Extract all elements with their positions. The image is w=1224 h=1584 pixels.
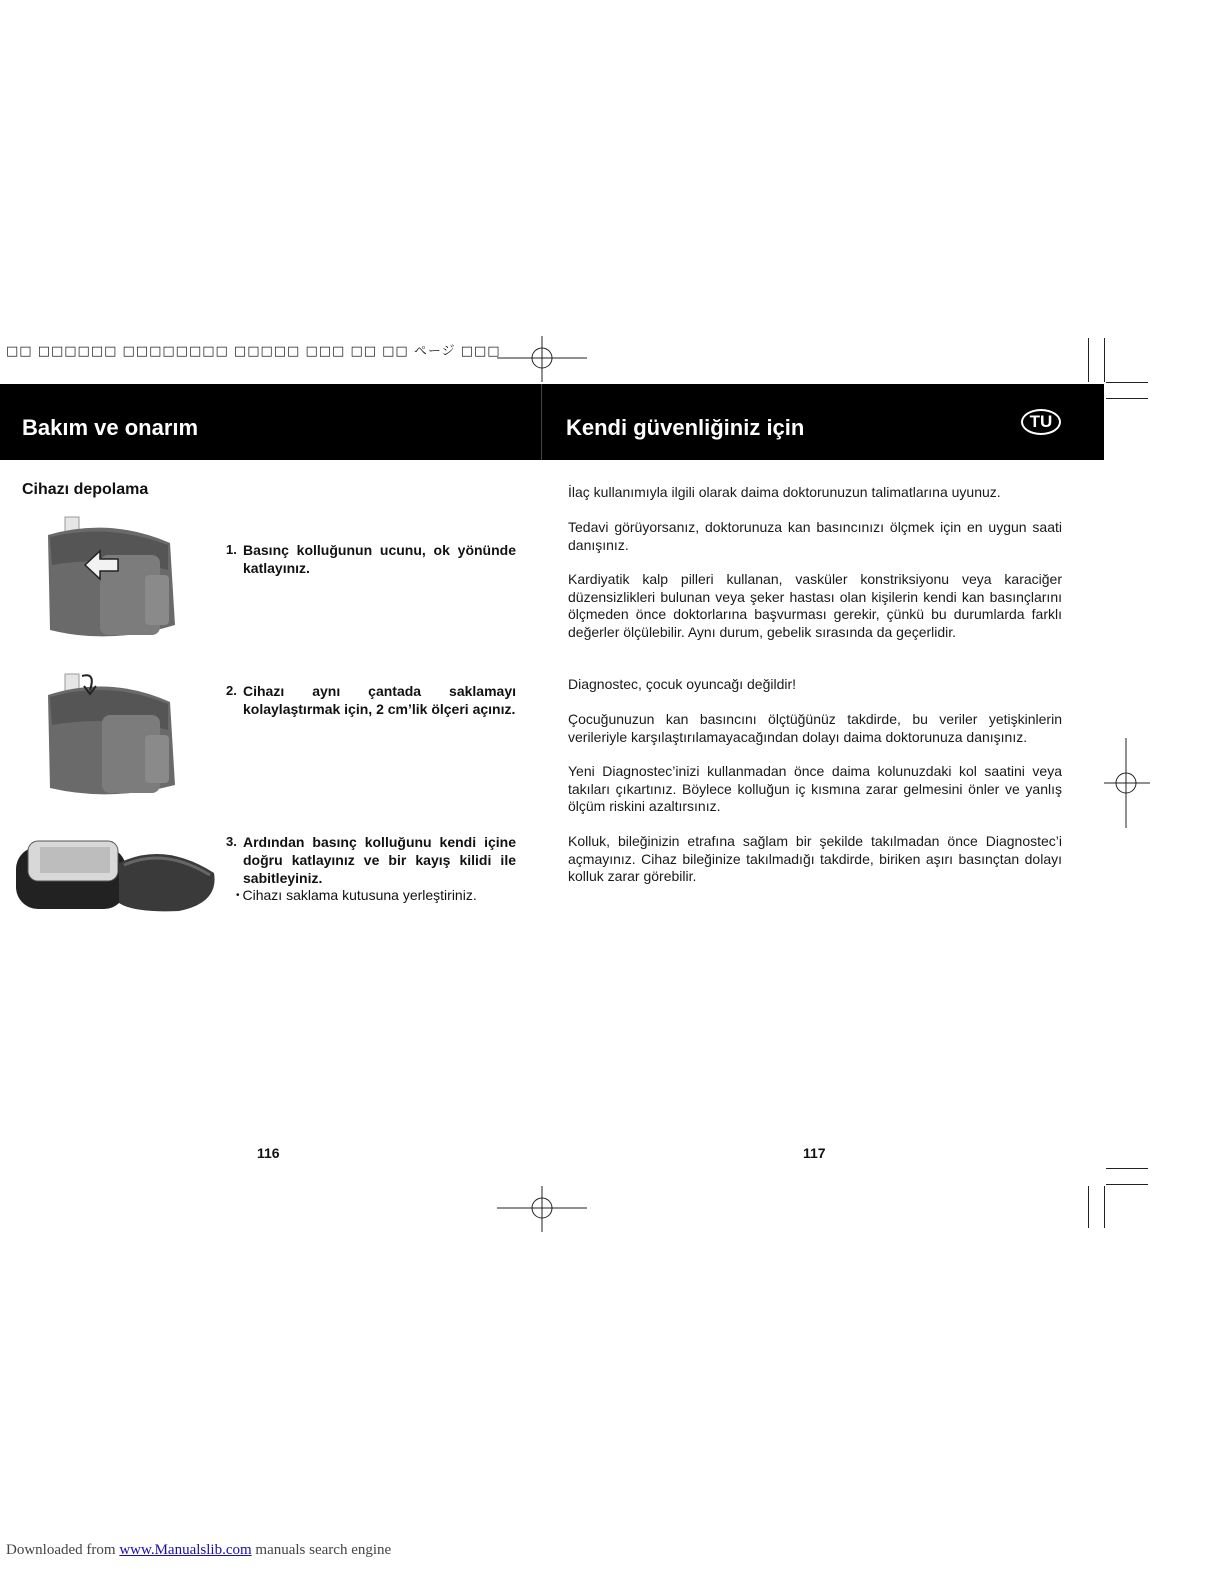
step-2 <box>226 682 516 718</box>
step-1 <box>226 541 516 577</box>
bullet-text: Cihazı saklama kutusuna yerleştiriniz. <box>242 887 477 903</box>
header-divider <box>541 384 542 460</box>
storage-case-image <box>14 833 219 913</box>
crop-mark <box>1104 1186 1105 1228</box>
paragraph: İlaç kullanımıyla ilgili olarak daima doktorunuzun talimatlarına uyunuz. <box>568 484 1001 500</box>
right-page-title: Kendi güvenliğiniz için <box>566 415 805 440</box>
paragraph: Kardiyatik kalp pilleri kullanan, vasküler konstriksiyonu veya karaciğer düzensizlikleri bulunan veya şeker hastası olan kişilerin kendi kan basınçlarını ölçmeden önce doktorlarına başvurması gerekir, çünkü bu durumlarda farklı değerler ölçülebilir. Aynı durum, gebelik sırasında da geçerlidir. <box>568 571 1062 640</box>
step-number: 3. <box>226 834 237 849</box>
crop-mark <box>1088 338 1089 382</box>
step-text: Ardından basınç kolluğunu kendi içine doğru katlayınız ve bir kayış kilidi ile sabitleyiniz. <box>243 834 516 886</box>
crop-mark <box>1106 1184 1148 1185</box>
paragraph: Diagnostec, çocuk oyuncağı değildir! <box>568 676 797 692</box>
print-header: □□ □□□□□□ □□□□□□□□ □□□□□ □□□ □□ □□ ページ □□□ <box>6 344 501 359</box>
paragraph: Çocuğunuzun kan basıncını ölçtüğünüz takdirde, bu veriler yetişkinlerin verileriyle karşılaştırılamayacağından dolayı daima doktorunuza danışınız. <box>568 711 1062 745</box>
paragraph: Tedavi görüyorsanız, doktorunuza kan basıncınızı ölçmek için en uygun saati danışınız. <box>568 519 1062 553</box>
language-badge: TU <box>1021 409 1061 435</box>
paragraph: Kolluk, bileğinizin etrafına sağlam bir şekilde takılmadan önce Diagnostec’i açmayınız. Cihaz bileğinize takılmadığı takdirde, biriken aşırı basınçtan dolayı kolluk zarar görebilir. <box>568 833 1062 884</box>
footer-suffix: manuals search engine <box>251 1542 392 1558</box>
step-number: 1. <box>226 542 237 557</box>
step-number: 2. <box>226 683 237 698</box>
left-page-title: Bakım ve onarım <box>22 415 199 440</box>
registration-mark-top <box>497 336 587 382</box>
crop-mark <box>1106 382 1148 383</box>
crop-mark <box>1106 1168 1148 1169</box>
crop-mark <box>1104 338 1105 382</box>
step-text: Cihazı aynı çantada saklamayı kolaylaştırmak için, 2 cm’lik ölçeri açınız. <box>243 683 516 717</box>
registration-mark-right <box>1104 738 1150 828</box>
step-text: Basınç kolluğunun ucunu, ok yönünde katlayınız. <box>243 542 516 576</box>
download-footer <box>6 1542 391 1559</box>
page-number-left: 116 <box>257 1145 280 1161</box>
crop-mark <box>1106 398 1148 399</box>
bullet-dot: • <box>236 890 240 902</box>
paragraph: Yeni Diagnostec’inizi kullanmadan önce daima kolunuzdaki kol saatini veya takıları çıkartınız. Böylece kolluğun iç kısmına zarar gelmesini önler ve yanlış ölçüm riskini azaltırsınız. <box>568 763 1062 814</box>
cuff-open-image <box>40 670 180 800</box>
cuff-fold-image <box>40 515 180 645</box>
manualslib-link[interactable]: www.Manualslib.com <box>119 1542 252 1558</box>
page-number-right: 117 <box>803 1145 826 1161</box>
footer-prefix: Downloaded from <box>6 1542 120 1558</box>
bullet-note <box>236 886 477 905</box>
registration-mark-bottom <box>497 1186 587 1232</box>
step-3 <box>226 833 516 887</box>
section-title: Cihazı depolama <box>22 481 149 498</box>
crop-mark <box>1088 1186 1089 1228</box>
